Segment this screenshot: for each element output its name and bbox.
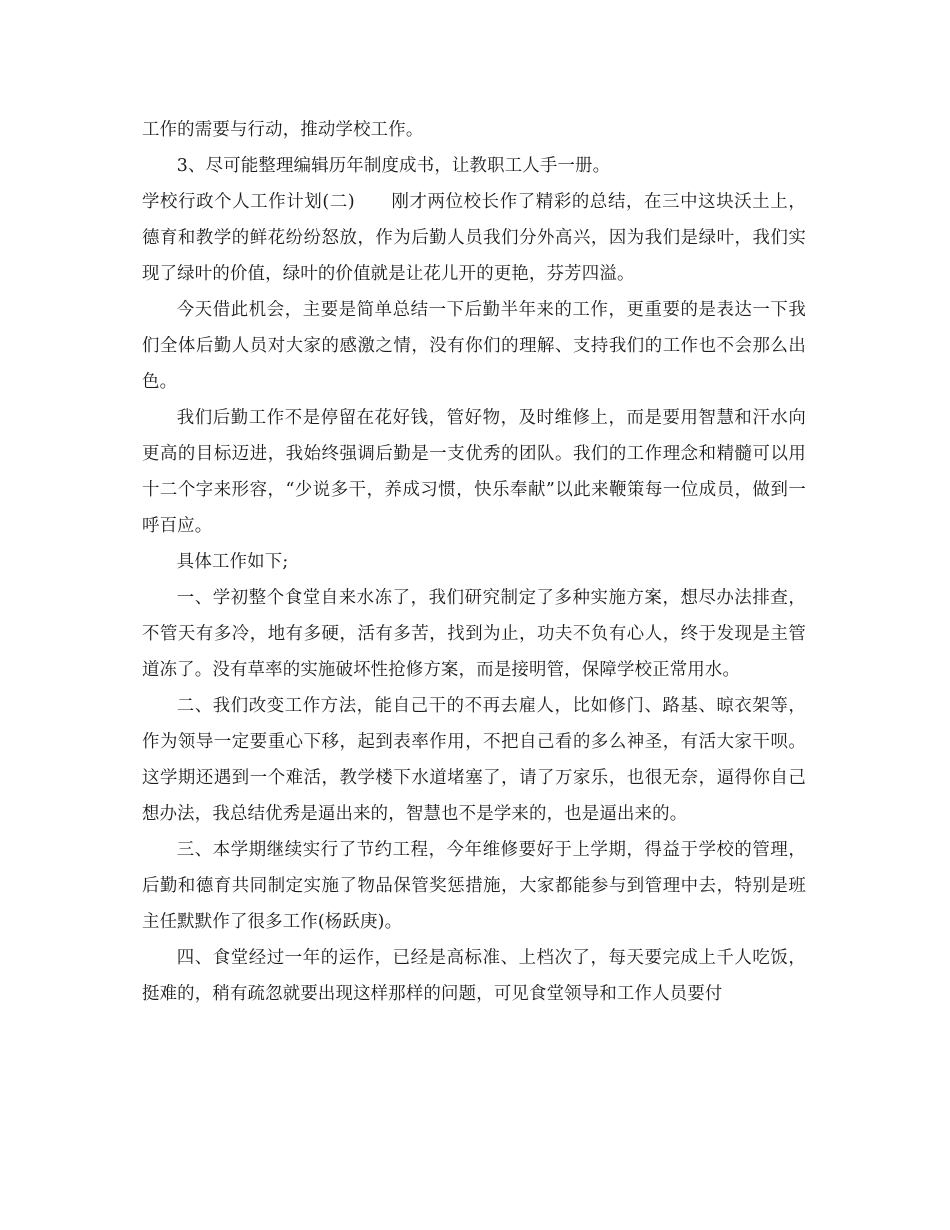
paragraph-item-3: 3、尽可能整理编辑历年制度成书，让教职工人手一册。 (176, 156, 611, 176)
paragraph-philosophy: 我们后勤工作不是停留在花好钱，管好物，及时维修上，而是要用智慧和汗水向更高的目标迈进，我始终强调后勤是一支优秀的团队。我们的工作理念和精髓可以用十二个字来形容，“少说多干，养成习惯，快乐奉献”以此来鞭策每一位成员，做到一呼百应。 (142, 408, 806, 536)
paragraph-section-heading: 学校行政个人工作计划(二) 刚才两位校长作了精彩的总结，在三中这块沃土上，德育和教学的鲜花纷纷怒放，作为后勤人员我们分外高兴，因为我们是绿叶，我们实现了绿叶的价值，绿叶的价值就是让花儿开的更艳，芬芳四溢。 (142, 192, 806, 284)
document-body (142, 112, 806, 1012)
paragraph-work-list-heading: 具体工作如下; (176, 552, 289, 572)
paragraph-work-item-3: 三、本学期继续实行了节约工程，今年维修要好于上学期，得益于学校的管理，后勤和德育共同制定实施了物品保管奖惩措施，大家都能参与到管理中去，特别是班主任默默作了很多工作(杨跃庚)。 (142, 840, 806, 932)
paragraph-work-item-4: 四、食堂经过一年的运作，已经是高标准、上档次了，每天要完成上千人吃饭，挺难的，稍有疏忽就要出现这样那样的问题，可见食堂领导和工作人员要付 (142, 948, 806, 1004)
paragraph-intro: 今天借此机会，主要是简单总结一下后勤半年来的工作，更重要的是表达一下我们全体后勤人员对大家的感激之情，没有你们的理解、支持我们的工作也不会那么出色。 (142, 300, 806, 392)
paragraph-work-item-1: 一、学初整个食堂自来水冻了，我们研究制定了多种实施方案，想尽办法排查，不管天有多冷，地有多硬，活有多苦，找到为止，功夫不负有心人，终于发现是主管道冻了。没有草率的实施破坏性抢修方案，而是接明管，保障学校正常用水。 (142, 588, 806, 680)
paragraph-continuation: 工作的需要与行动，推动学校工作。 (142, 120, 424, 140)
paragraph-work-item-2: 二、我们改变工作方法，能自己干的不再去雇人，比如修门、路基、晾衣架等，作为领导一定要重心下移，起到表率作用，不把自己看的多么神圣，有活大家干呗。这学期还遇到一个难活，教学楼下水道堵塞了，请了万家乐，也很无奈，逼得你自己想办法，我总结优秀是逼出来的，智慧也不是学来的，也是逼出来的。 (142, 696, 806, 824)
